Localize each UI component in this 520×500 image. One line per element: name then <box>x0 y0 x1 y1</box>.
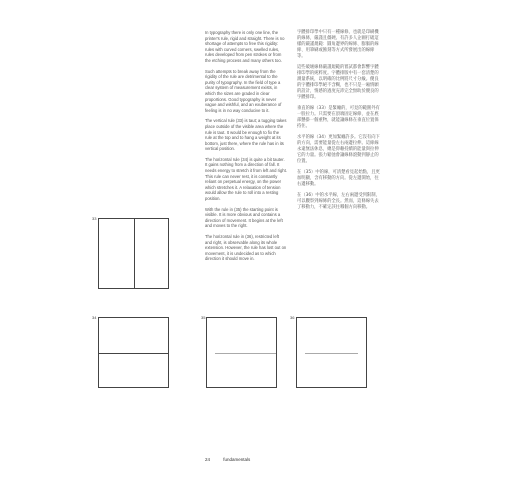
vertical-rule <box>134 219 135 288</box>
page-number: 24 <box>205 457 211 462</box>
figure-number: 36 <box>290 315 295 320</box>
zh-paragraph: 在（36）中的水平線，左右兩邊受到限制，可以觀察到線條的全長。然而，這條線失去了移動力，不確定該往哪個方向移動。 <box>297 193 380 210</box>
zh-paragraph: 在（35）中的線，可清楚看見起始點，且更加明顯，含有移動的方向。從左邊開始，往右邊移動。 <box>297 170 380 187</box>
zh-paragraph: 這些破壞線條嚴謹規範的嘗試都會影響字體排印學的純粹度。字體排版中有一套清楚的測量系統，以明確的比例將尺寸分級。優良的字體排印學絕不含糊，也不只是一廂情願的設計，情感的過度充沛完全無助於優良的字體排印。 <box>297 65 379 100</box>
en-paragraph: With the rule in (35) the starting point is visible. It is more obvious and contains a direction of movement. It begins at the left and moves to the right. <box>205 206 283 229</box>
english-text-column <box>205 30 287 267</box>
figure-number: 34 <box>92 315 97 320</box>
figure-number: 35 <box>201 315 206 320</box>
figure-number: 33 <box>92 216 97 221</box>
horizontal-rule <box>99 353 168 354</box>
en-paragraph: The horizontal rule in (36), restricted left and right, is observable along its whole extension. However, the rule has lost out on movement, it is undecided as to which direction it should move in. <box>205 234 287 262</box>
figure-starting-point-rule <box>206 317 277 388</box>
en-paragraph: The horizontal rule (34) is quite a bit tauter. It gains nothing from a direction of fall. It needs energy to stretch it from left and right. This rule can never rest, it is constantly reliant on perpetual energy, on the power which stretches it. A relaxation of tension would allow the rule to roll into a resting position. <box>205 156 287 202</box>
zh-paragraph: 垂直的線（33）是緊繃的，可見的範圍外有一股拉力。只需要在頂端固定線條，並在底部懸掛一個重物，就能讓線條在垂直位置保持住。 <box>297 106 380 129</box>
figure-vertical-rule <box>98 218 169 289</box>
chinese-text-column <box>297 30 381 216</box>
en-paragraph: The vertical rule (33) is taut; a tugging takes place outside of the visible area where the rule is taut. It would be enough to fix the rule at the top and to hang a weight at its bottom, just there, where the rule has in its vertical position. <box>205 118 287 152</box>
en-paragraph: Such attempts to break away from the rigidity of the rule are detrimental to the purity of typography. In the field of type a clear system of measurement exists, in which the sizes are graded in clear proportions. Good typography is never vague and wishful, and an exuberance of feeling is in no way conducive to it. <box>205 68 282 113</box>
chapter-title: fundamentals <box>223 457 251 462</box>
zh-paragraph: 水平的線（34）更加緊繃許多。它沒有向下的方向，需要能量從左右兩邊拉伸。這條線永遠無法休息，總是仰賴持續的能量與拉伸它的力量。張力鬆弛會讓線條滾動到靜止的位置。 <box>297 135 380 164</box>
horizontal-rule <box>215 353 276 354</box>
page-footer <box>205 457 262 462</box>
en-paragraph: In typography there is only one line, the printer's rule, rigid and straight. There is no shortage of attempts to free this rigidity: rules with curved corners, swelled rules, rules developed from pen strokes or from the etching process and many others too. <box>205 30 285 63</box>
figure-restricted-rule <box>296 317 367 388</box>
horizontal-rule <box>305 353 358 354</box>
zh-paragraph: 字體排印學中只有一種線條，也就是印刷機的線條，嚴謹且僵硬。有許多人企圖打破這樣的嚴謹規範：圓角邊界的線條、膨脹的線條、用筆刷或蝕刻等方式所發展出的線條等。 <box>297 30 379 59</box>
figure-horizontal-rule <box>98 317 169 388</box>
